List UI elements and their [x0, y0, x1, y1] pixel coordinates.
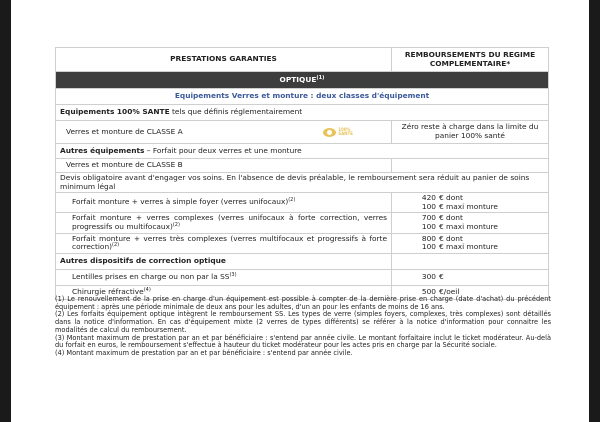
eye-icon	[323, 128, 336, 137]
item-label: Chirurgie réfractive	[72, 286, 144, 296]
class-a-value: Zéro reste à charge dans la limite du panier 100% santé	[392, 121, 549, 144]
footnote-ref: (2)	[288, 197, 296, 204]
footnote-ref: (2)	[172, 221, 180, 228]
devis-text: Devis obligatoire avant d'engager vos soins. En l'absence de devis préalable, le remboursement sera réduit au panier de soins minimum légal	[56, 173, 549, 193]
footnote-3: (3) Montant maximum de prestation par an et par bénéficiaire : s'entend par année civile. Le montant forfaitaire inclut le ticket modérateur. Au-delà du forfait en euros, le remboursement s'effectue à hauteur du ticket modérateur pour les actes pris en charge par la Sécurité sociale.	[55, 333, 551, 350]
item-amount: 500 €/oeil	[421, 286, 460, 296]
sante-bold: Equipements 100% SANTE	[60, 107, 170, 117]
forfait-amount: 700 € dont 100 € maxi monture	[421, 213, 498, 231]
dispositifs-title: Autres dispositifs de correction optique	[60, 255, 226, 265]
header-remboursements: REMBOURSEMENTS DU REGIME COMPLEMENTAIRE*	[392, 48, 549, 72]
class-a-label: Verres et monture de CLASSE A	[66, 126, 183, 136]
subtitle-row	[56, 89, 549, 105]
item-amount: 300 €	[421, 271, 444, 281]
footnote-1: (1) Le renouvellement de la prise en charge d'un équipement est possible à compter de la dernière prise en charge (date d'achat) du précédent équipement : après une période minimale de deux ans pour les adultes, d'un an pour les enfants de moins de 16 ans.	[55, 295, 551, 311]
class-a-row	[56, 121, 549, 144]
footnote-ref: (2)	[112, 242, 120, 249]
forfait-label: Forfait monture + verres complexes (verres unifocaux à forte correction, verres progressifs ou multifocaux)	[72, 213, 387, 231]
100-sante-logo: 100% SANTE	[323, 128, 353, 137]
autres-row	[56, 144, 549, 159]
lentilles-row	[56, 269, 549, 285]
dispositifs-row	[56, 253, 549, 269]
footnote-ref: (1)	[316, 74, 325, 81]
forfait-row	[56, 233, 549, 253]
autres-bold: Autres équipements	[60, 145, 145, 155]
section-title: OPTIQUE	[279, 74, 317, 84]
header-prestations: PRESTATIONS GARANTIES	[56, 48, 392, 72]
forfait-row	[56, 213, 549, 233]
class-b-row	[56, 159, 549, 173]
forfait-amount: 420 € dont 100 € maxi monture	[421, 193, 498, 211]
forfait-label: Forfait monture + verres à simple foyer (verres unifocaux)	[72, 197, 289, 207]
sante-rest: tels que définis réglementairement	[169, 107, 303, 117]
autres-rest: – Forfait pour deux verres et une monture	[144, 145, 302, 155]
footnote-2: (2) Les forfaits équipement optique intègrent le remboursement SS. Les types de verre (simples foyers, complexes, très complexes) sont détaillés dans la notice d'information. En cas d'équipement mixte (2 verres de types différents) se référer à la notice d'information pour connaitre les modalités de calcul du remboursement.	[55, 310, 551, 334]
subtitle: Equipements Verres et monture : deux classes d'équipement	[56, 89, 549, 105]
forfait-label: Forfait monture + verres très complexes (verres multifocaux et progressifs à forte correction)	[72, 233, 387, 252]
footnotes	[55, 296, 551, 358]
document-page	[11, 0, 589, 422]
section-optique	[56, 72, 549, 89]
footnote-ref: (3)	[229, 271, 237, 278]
class-b-label: Verres et monture de CLASSE B	[56, 159, 392, 173]
devis-row	[56, 173, 549, 193]
sante-row	[56, 105, 549, 121]
footnote-4: (4) Montant maximum de prestation par an et par bénéficiaire : s'entend par année civile.	[55, 348, 353, 357]
footnote-ref: (4)	[143, 286, 151, 293]
forfait-amount: 800 € dont 100 € maxi monture	[421, 233, 498, 252]
item-label: Lentilles prises en charge ou non par la SS	[72, 271, 230, 281]
table-header	[56, 48, 549, 72]
forfait-row	[56, 193, 549, 213]
guarantees-table	[55, 47, 549, 300]
